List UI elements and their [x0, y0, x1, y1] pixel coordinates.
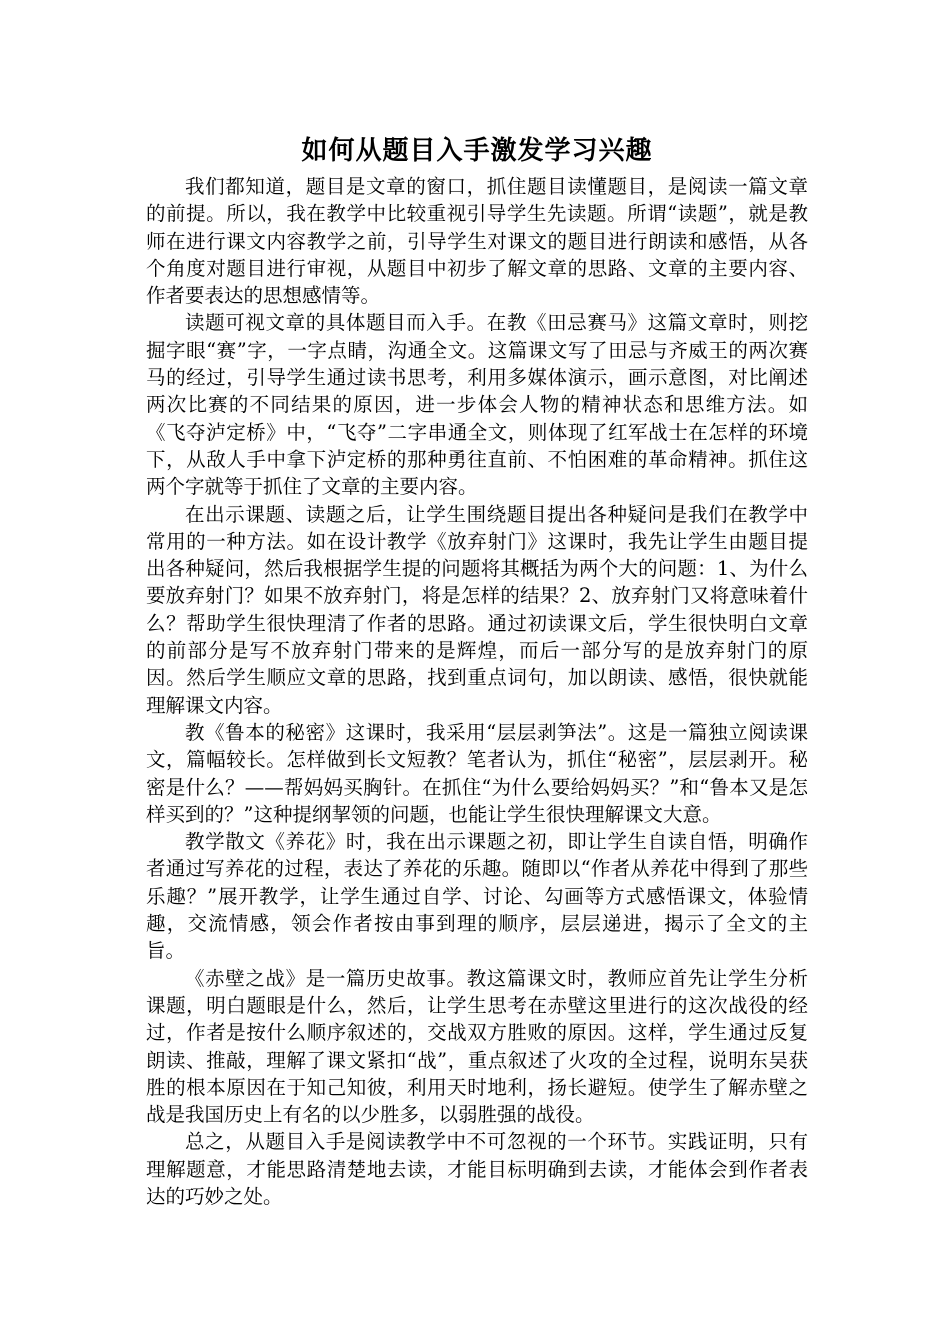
- paragraph-1: 我们都知道，题目是文章的窗口，抓住题目读懂题目，是阅读一篇文章的前提。所以，我在教学中比较重视引导学生先读题。所谓“读题”，就是教师在进行课文内容教学之前，引导学生对课文的题目进行朗读和感悟，从各个角度对题目进行审视，从题目中初步了解文章的思路、文章的主要内容、作者要表达的思想感情等。: [146, 175, 808, 308]
- paragraph-4: 教《鲁本的秘密》这课时，我采用“层层剥笋法”。这是一篇独立阅读课文，篇幅较长。怎样做到长文短教？笔者认为，抓住“秘密”，层层剥开。秘密是什么？——帮妈妈买胸针。在抓住“为什么要给妈妈买？”和“鲁本又是怎样买到的？”这种提纲挈领的问题，也能让学生很快理解课文大意。: [146, 720, 808, 826]
- paragraph-5: 教学散文《养花》时，我在出示课题之初，即让学生自读自悟，明确作者通过写养花的过程，表达了养花的乐趣。随即以“作者从养花中得到了那些乐趣？”展开教学，让学生通过自学、讨论、勾画等方式感悟课文，体验情趣，交流情感，领会作者按由事到理的顺序，层层递进，揭示了全文的主旨。: [146, 830, 808, 963]
- document-title: 如何从题目入手激发学习兴趣: [301, 136, 653, 166]
- document-page: [146, 131, 808, 1210]
- paragraph-7: 总之，从题目入手是阅读教学中不可忽视的一个环节。实践证明，只有理解题意，才能思路清楚地去读，才能目标明确到去读，才能体会到作者表达的巧妙之处。: [146, 1130, 808, 1208]
- paragraph-2: 读题可视文章的具体题目而入手。在教《田忌赛马》这篇文章时，则挖掘字眼“赛”字，一字点睛，沟通全文。这篇课文写了田忌与齐威王的两次赛马的经过，引导学生通过读书思考，利用多媒体演示，画示意图，对比阐述两次比赛的不同结果的原因，进一步体会人物的精神状态和思维方法。如《飞夺泸定桥》中，“飞夺”二字串通全文，则体现了红军战士在怎样的环境下，从敌人手中拿下泸定桥的那种勇往直前、不怕困难的革命精神。抓住这两个字就等于抓住了文章的主要内容。: [146, 311, 808, 499]
- paragraph-3: 在出示课题、读题之后，让学生围绕题目提出各种疑问是我们在教学中常用的一种方法。如在设计教学《放弃射门》这课时，我先让学生由题目提出各种疑问，然后我根据学生提的问题将其概括为两个大的问题：1、为什么要放弃射门？如果不放弃射门，将是怎样的结果？2、放弃射门又将意味着什么？帮助学生很快理清了作者的思路。通过初读课文后，学生很快明白文章的前部分是写不放弃射门带来的是辉煌，而后一部分写的是放弃射门的原因。然后学生顺应文章的思路，找到重点词句，加以朗读、感悟，很快就能理解课文内容。: [146, 502, 808, 717]
- paragraph-6: 《赤壁之战》是一篇历史故事。教这篇课文时，教师应首先让学生分析课题，明白题眼是什么，然后，让学生思考在赤壁这里进行的这次战役的经过，作者是按什么顺序叙述的，交战双方胜败的原因。这样，学生通过反复朗读、推敲，理解了课文紧扣“战”，重点叙述了火攻的全过程，说明东吴获胜的根本原因在于知己知彼，利用天时地利，扬长避短。使学生了解赤壁之战是我国历史上有名的以少胜多，以弱胜强的战役。: [146, 966, 808, 1127]
